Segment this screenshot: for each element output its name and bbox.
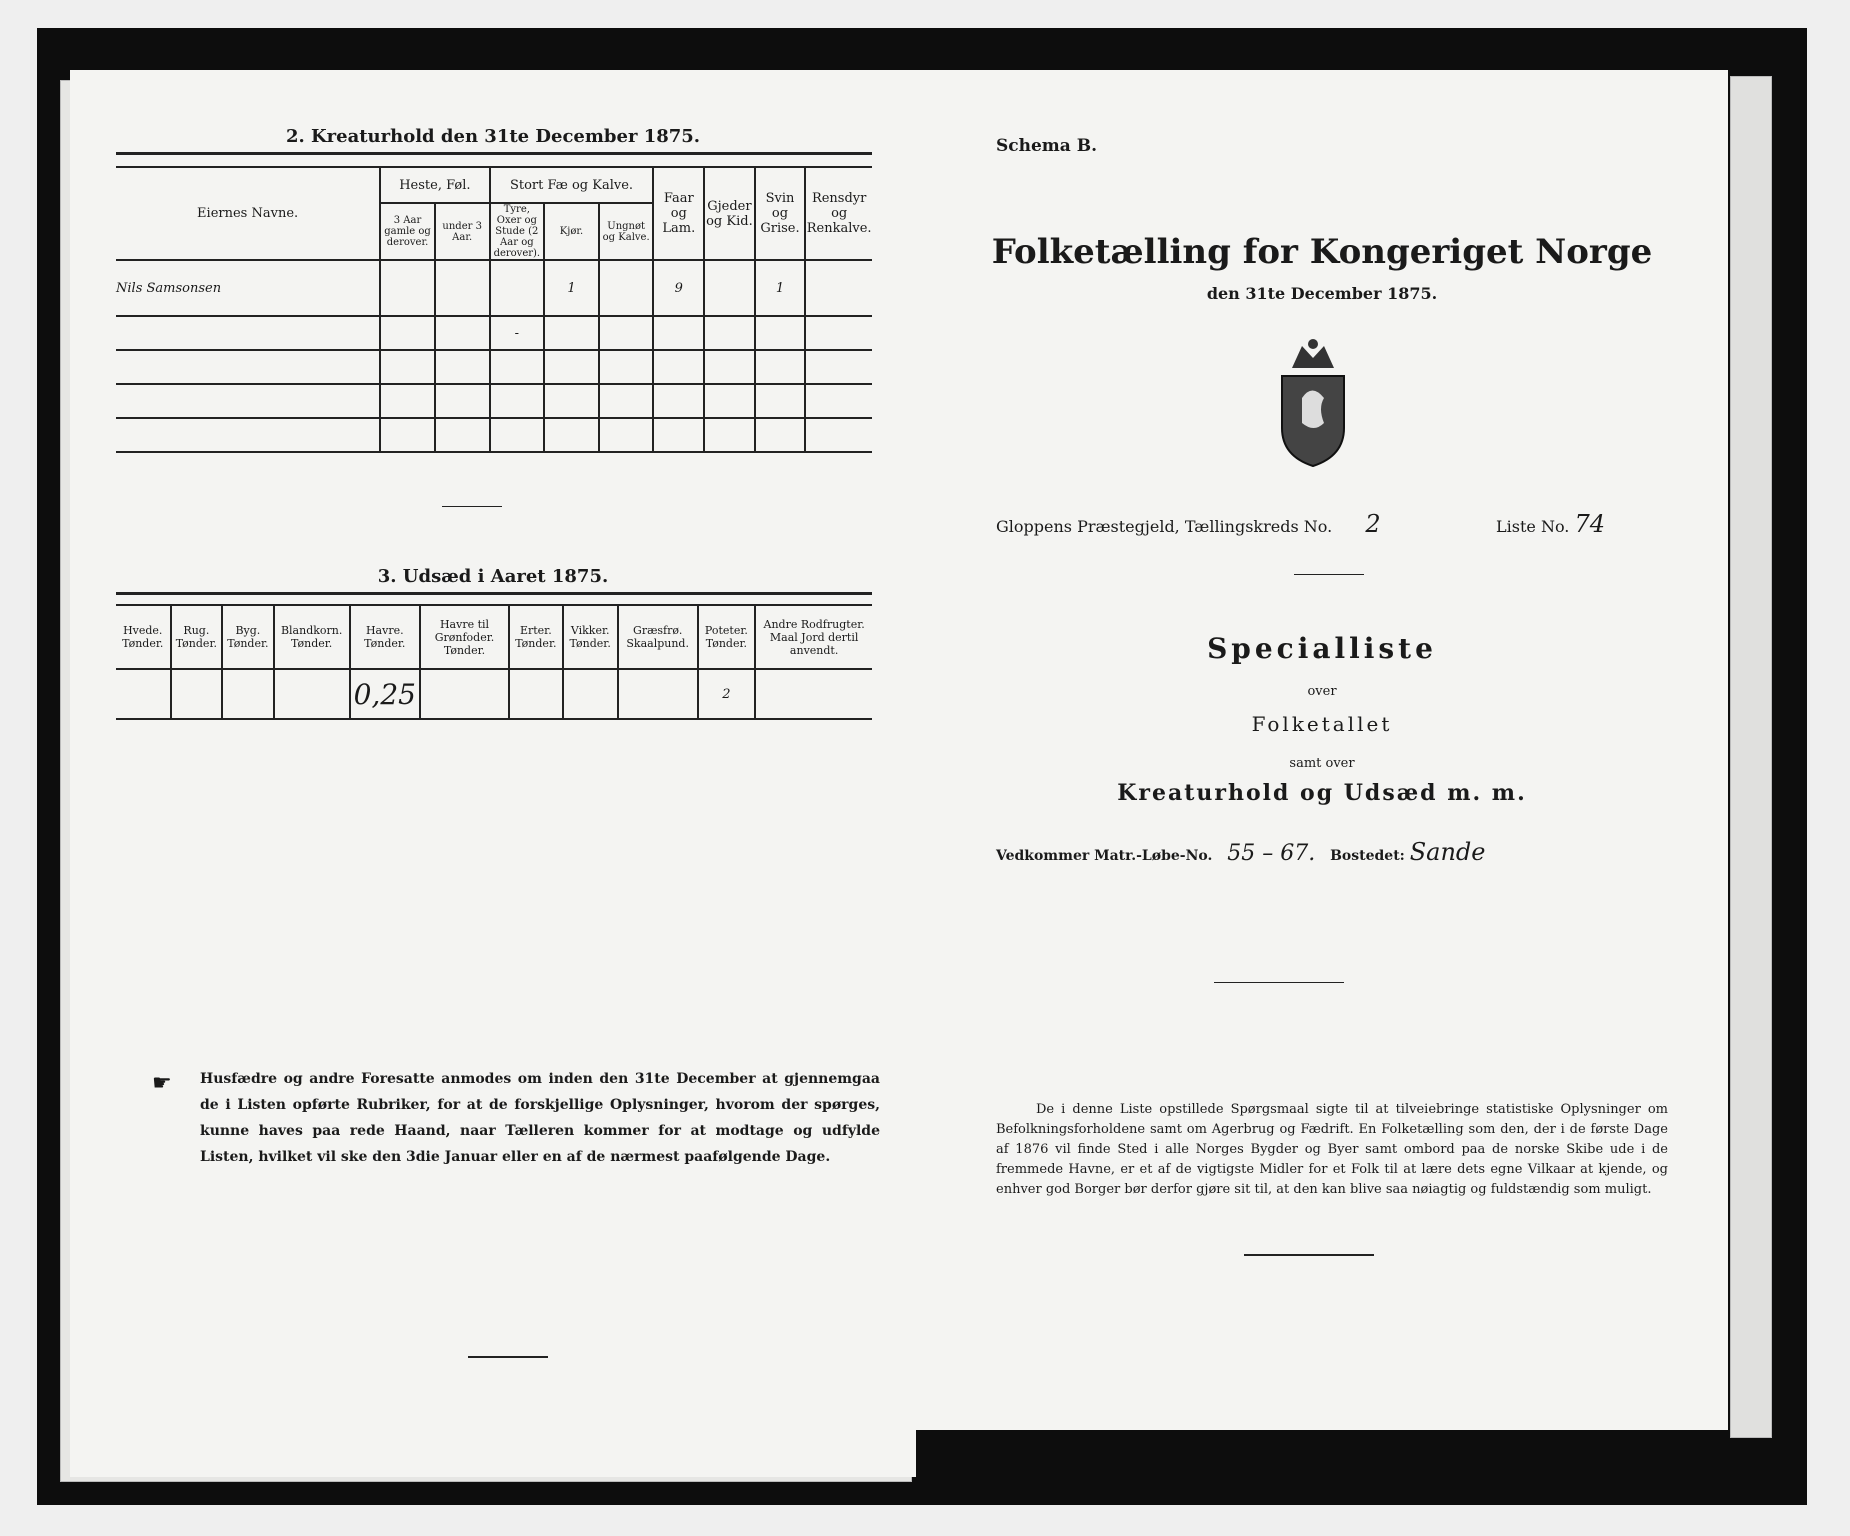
col-heste-young: under 3 Aar. <box>435 203 490 260</box>
val-faar: 9 <box>653 260 704 316</box>
matr-label: Vedkommer Matr.-Løbe-No. <box>996 848 1213 864</box>
col-faar: Faar og Lam. <box>653 167 704 260</box>
divider <box>442 506 502 507</box>
divider <box>468 1356 548 1358</box>
cell <box>435 260 490 316</box>
crop-col: Rug. Tønder. <box>171 605 223 669</box>
cell <box>805 260 872 316</box>
crop-col: Byg. Tønder. <box>222 605 273 669</box>
val-kjer-dash: - <box>490 316 545 350</box>
cell <box>704 260 755 316</box>
owner-name: Nils Samsonsen <box>116 260 380 316</box>
rule <box>116 592 872 595</box>
crop-col: Vikker. Tønder. <box>563 605 618 669</box>
val-havre: 0,25 <box>350 669 420 719</box>
col-stort: Stort Fæ og Kalve. <box>490 167 654 203</box>
census-date: den 31te December 1875. <box>1206 284 1438 303</box>
samt-over-label: samt over <box>1289 756 1355 771</box>
val-svin: 1 <box>755 260 806 316</box>
crop-col: Havre. Tønder. <box>350 605 420 669</box>
rule <box>116 152 872 155</box>
crop-col: Hvede. Tønder. <box>116 605 171 669</box>
page-edge <box>1730 76 1772 1438</box>
matr-no: 55 – 67. <box>1227 841 1316 866</box>
footer-text: De i denne Liste opstillede Spørgsmaal sigte til at tilveiebringe statistiske Oplysninger om Befolkningsforholdene samt om Agerbrug og Fædrift. En Folketælling som den, der i de første Dage af 1876 vil finde Sted i alle Norges Bygder og Byer samt ombord paa de norske Skibe ude i de fremmede Havne, er et af de vigtigste Midler for et Folk til at lære dets egne Vilkaar at kjende, og enhver god Borger bør derfor gjøre sit til, at den kan blive saa nøiagtig og fuldstændig som muligt. <box>996 1102 1668 1197</box>
col-owner: Eiernes Navne. <box>116 167 380 260</box>
crop-col: Havre til Grønfoder. Tønder. <box>420 605 509 669</box>
cell <box>599 260 654 316</box>
specialliste-title: Specialliste <box>1207 632 1437 665</box>
section3-title: 3. Udsæd i Aaret 1875. <box>377 566 609 587</box>
liste-no: 74 <box>1574 510 1606 538</box>
divider <box>1294 574 1364 575</box>
folketallet-label: Folketallet <box>1251 712 1393 736</box>
divider <box>1244 1254 1374 1256</box>
schema-label: Schema B. <box>996 136 1098 156</box>
census-title: Folketælling for Kongeriget Norge <box>991 232 1653 272</box>
col-rensdyr: Rensdyr og Renkalve. <box>805 167 872 260</box>
matr-line <box>996 838 1486 866</box>
cell <box>490 260 545 316</box>
col-heste-old: 3 Aar gamle og derover. <box>380 203 435 260</box>
kreaturhold-label: Kreaturhold og Udsæd m. m. <box>1117 780 1527 806</box>
bosted-value: Sande <box>1409 838 1486 866</box>
val-kjer: 1 <box>544 260 599 316</box>
crop-col: Erter. Tønder. <box>509 605 562 669</box>
col-svin: Svin og Grise. <box>755 167 806 260</box>
val-poteter: 2 <box>698 669 756 719</box>
crop-col: Blandkorn. Tønder. <box>274 605 350 669</box>
parish-line <box>996 510 1381 538</box>
crop-col: Poteter. Tønder. <box>698 605 756 669</box>
col-ungnot: Ungnøt og Kalve. <box>599 203 654 260</box>
col-heste: Heste, Føl. <box>380 167 489 203</box>
crop-col: Andre Rodfrugter. Maal Jord dertil anvendt. <box>755 605 872 669</box>
coat-of-arms-icon <box>1272 338 1354 468</box>
divider <box>1214 982 1344 983</box>
seed-table <box>116 604 872 720</box>
right-page <box>916 70 1728 1430</box>
liste-line <box>1496 510 1605 538</box>
section2-title: 2. Kreaturhold den 31te December 1875. <box>285 126 701 147</box>
pointing-hand-icon: ☛ <box>152 1071 172 1096</box>
notice-text: Husfædre og andre Foresatte anmodes om inden den 31te December at gjennemgaa de i Listen opførte Rubriker, for at de forskjellige Oplysninger, hvorom der spørges, kunne haves paa rede Haand, naar Tælleren kommer for at modtage og udfylde Listen, hvilket vil ske den 3die Januar eller en af de nærmest paafølgende Dage. <box>200 1071 880 1165</box>
bosted-label: Bostedet: <box>1330 848 1405 864</box>
parish-label: Gloppens Præstegjeld, Tællingskreds No. <box>996 517 1333 536</box>
col-gjeder: Gjeder og Kid. <box>704 167 755 260</box>
left-page <box>70 70 916 1477</box>
crop-col: Græsfrø. Skaalpund. <box>618 605 698 669</box>
livestock-table <box>116 166 872 453</box>
col-kjer: Kjør. <box>544 203 599 260</box>
col-tyre: Tyre, Oxer og Stude (2 Aar og derover). <box>490 203 545 260</box>
kreds-no: 2 <box>1365 510 1381 538</box>
liste-label: Liste No. <box>1496 517 1570 536</box>
cell <box>380 260 435 316</box>
over-label: over <box>1307 684 1337 699</box>
